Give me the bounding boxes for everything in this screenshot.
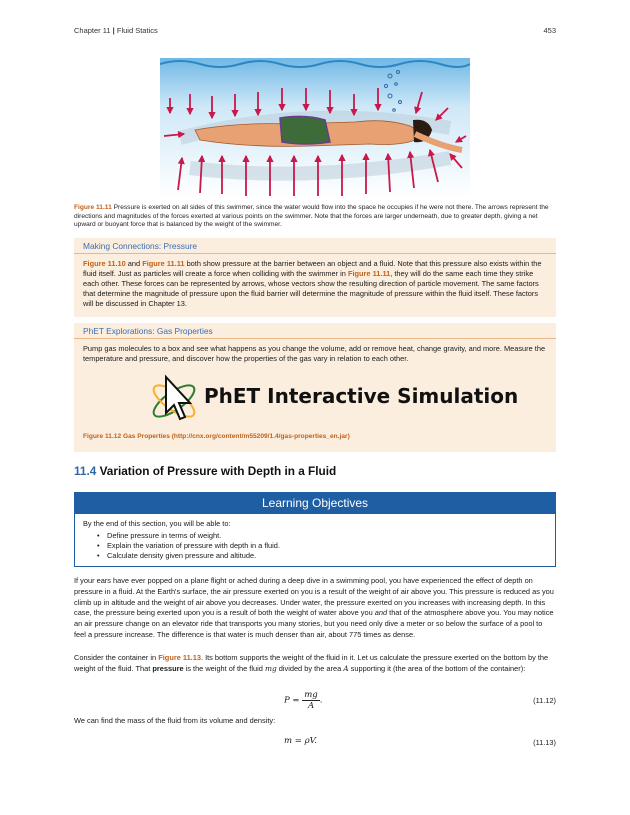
figure-label: Figure 11.11 — [74, 204, 112, 211]
header-separator: | — [112, 26, 115, 35]
box-body: Pump gas molecules to a box and see what happens as you change the volume, add or remove heat, change gravity, and more. Measure the temperature and pressure, and discover how the properties of the gas vary in relation to each other. — [83, 344, 546, 363]
page-header — [74, 26, 556, 35]
figure-link[interactable]: Figure 11.10 — [83, 259, 126, 268]
swimmer-figure — [160, 58, 470, 198]
learning-objectives-title: Learning Objectives — [75, 493, 555, 514]
phet-banner-text: PhET Interactive Simulation — [204, 384, 519, 408]
math-symbol: A — [343, 663, 349, 673]
page-number: 453 — [543, 26, 556, 35]
figure-link[interactable]: Figure 11.11 — [347, 268, 391, 278]
figure-11-12-caption[interactable]: Figure 11.12 Gas Properties (http://cnx.org/content/m55209/1.4/gas-properties_en.jar) — [83, 433, 350, 440]
equation-11-12 — [74, 690, 556, 714]
box-text: both show pressure at the barrier between an object and a fluid. Note that this pressure also exists within the fluid itself. Just as particles will create a force when colliding with the swimmer in — [83, 259, 542, 278]
phet-cursor-icon — [146, 369, 206, 427]
list-item: • Calculate density given pressure and altitude. — [97, 551, 547, 561]
equation-expression: m = ρV. — [284, 736, 317, 746]
phet-box — [74, 323, 556, 452]
fraction-numerator: mg — [304, 690, 318, 700]
figure-11-11-caption — [74, 204, 556, 230]
chapter-label: Chapter 11 — [74, 26, 111, 35]
box-title: PhET Explorations: Gas Properties — [74, 323, 556, 339]
box-text: , they will do the same each time they strike each other. These forces can be represented by arrows, whose vectors show the resulting direction of particle movement. The same factors that determine the magnitude of pressure upon the fluid barrier will determine the magnitude of pressure within the fluid itself. These factors will be discussed in Chapter 13. — [83, 268, 539, 308]
box-text: and — [125, 259, 143, 268]
equation-punctuation: . — [319, 695, 323, 706]
chapter-title: Fluid Statics — [116, 26, 158, 35]
equation-fraction — [302, 690, 320, 711]
figure-link[interactable]: Figure 11.13 — [158, 653, 201, 662]
objectives-intro: By the end of this section, you will be able to: — [83, 519, 231, 528]
paragraph-mass: We can find the mass of the fluid from its volume and density: — [74, 716, 276, 725]
paragraph-text: supporting it (the area of the bottom of the container): — [348, 663, 526, 673]
paragraph-container — [74, 653, 556, 675]
section-title: Variation of Pressure with Depth in a Fluid — [99, 464, 337, 478]
phet-banner[interactable] — [146, 369, 519, 427]
list-item: • Explain the variation of pressure with depth in a fluid. — [97, 541, 547, 551]
emphasis-text: and — [374, 608, 388, 618]
paragraph-text: Consider the container in — [74, 653, 159, 662]
paragraph-text: is the weight of the fluid — [183, 663, 265, 673]
making-connections-box — [74, 238, 556, 317]
equation-number: (11.13) — [533, 738, 556, 747]
math-symbol: mg — [264, 663, 277, 673]
section-number: 11.4 — [74, 464, 97, 478]
fraction-denominator: A — [307, 701, 315, 711]
paragraph-text: that of the atmosphere above you. You may notice an air pressure change on an elevator ride that transports you many stories, but you need only dive a meter or so below the surface of a pool to feel a pressure increase. The difference is that water is much denser than air, about 775 times as dense. — [74, 608, 554, 639]
caption-text: Pressure is exerted on all sides of this swimmer, since the water would flow into the space he occupies if he were not there. The arrows represent the directions and magnitudes of the forces exerted at various points on the swimmer. Note that the forces are larger underneath, due to greater depth, giving a net upward or buoyant force that is balanced by the weight of the swimmer. — [74, 204, 549, 229]
list-item: • Define pressure in terms of weight. — [97, 531, 547, 541]
equation-lhs: P = — [284, 695, 300, 706]
figure-link[interactable]: Figure 11.11 — [142, 259, 185, 268]
box-title: Making Connections: Pressure — [74, 238, 556, 254]
paragraph-text: . Its bottom supports the weight of the fluid in it. Let us calculate the pressure exerted on the bottom by the weight of the fluid. That — [74, 653, 549, 673]
objectives-list — [97, 531, 547, 561]
equation-number: (11.12) — [533, 696, 556, 705]
box-body — [74, 254, 556, 315]
section-heading — [74, 464, 336, 478]
key-term: pressure — [152, 663, 184, 673]
equation-11-13 — [74, 732, 556, 756]
paragraph-text: divided by the area — [276, 663, 344, 673]
learning-objectives-box — [74, 492, 556, 567]
paragraph-depth-effect — [74, 576, 556, 641]
paragraph-text: If your ears have ever popped on a plane flight or ached during a deep dive in a swimming pool, you have experienced the effect of depth on pressure in a fluid. At the Earth's surface, the air pressure exerted on you is a result of the weight of air above you. This pressure is reduced as you climb up in altitude and the weight of air above you decreases. Under water, the pressure exerted on you increases with increasing depth. In this case, the pressure being exerted upon you is a result of both the weight of water above you — [74, 576, 554, 618]
